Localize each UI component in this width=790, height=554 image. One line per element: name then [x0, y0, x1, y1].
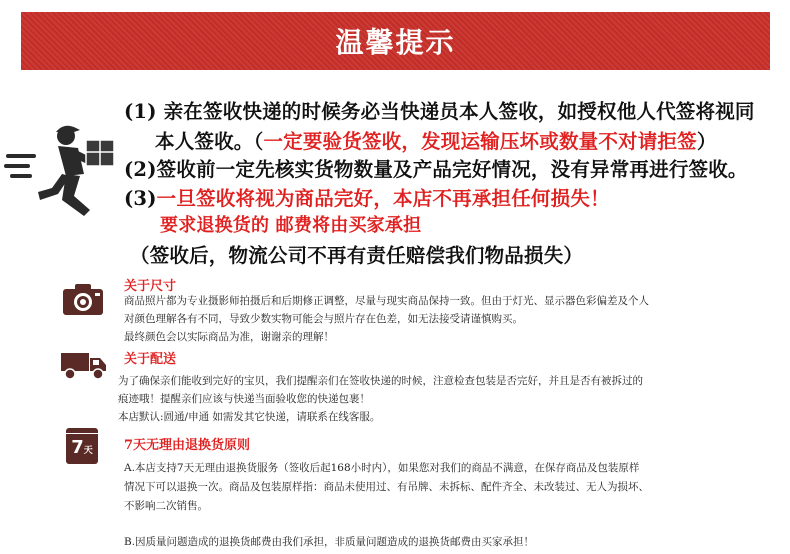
- notice-item-1-line-2: [155, 126, 717, 154]
- courier-running-icon: [4, 118, 122, 218]
- section-size-line-1: 商品照片都为专业摄影师拍摄后和后期修正调整，尽量与现实商品保持一致。但由于灯光、显示器色彩偏差及个人: [124, 295, 649, 307]
- section-size-title: 关于尺寸: [124, 279, 177, 294]
- delivery-truck-icon: [60, 350, 108, 380]
- section-size-line-2: 对颜色理解各有不同，导致少数实物可能会与照片存在色差，如无法接受请谨慎购买。: [124, 313, 523, 325]
- camera-icon: [62, 282, 104, 316]
- notice-item-3-line-2: 要求退换货的 邮费将由买家承担: [160, 215, 422, 236]
- notice-item-3-line-1: [124, 183, 610, 211]
- notice-item-2: (2)签收前一定先核实货物数量及产品完好情况，没有异常再进行签收。: [124, 158, 748, 181]
- section-returns-note-b: B.因质量问题造成的退换货邮费由我们承担，非质量问题造成的退换货邮费由买家承担！: [124, 536, 535, 548]
- notice-item-1-line-2-close: ）: [696, 130, 717, 153]
- header-banner: [21, 12, 770, 70]
- section-returns-line-1: A.本店支持7天无理由退换货服务（签收后起168小时内），如果您对我们的商品不满意，在保存商品及包装原样: [124, 462, 640, 474]
- section-delivery-title: 关于配送: [124, 352, 177, 367]
- banner-title: 温馨提示: [335, 26, 456, 59]
- section-size-line-3: 最终颜色会以实际商品为准，谢谢亲的理解！: [124, 331, 334, 343]
- section-delivery-line-2: 痕迹哦！提醒亲们应该与快递当面验收您的快递包裹！: [118, 393, 370, 405]
- notice-item-1-line-2-text: 本人签收。（: [155, 130, 264, 153]
- section-returns-line-3: 不影响二次销售。: [124, 500, 208, 512]
- notice-item-3-warning: 一旦签收将视为商品完好，本店不再承担任何损失！: [156, 187, 610, 210]
- notice-item-3-prefix: (3): [124, 187, 157, 210]
- calendar-icon-number: 7: [71, 437, 84, 458]
- notice-item-1-warning: 一定要验货签收，发现运输压坏或数量不对请拒签: [263, 130, 697, 153]
- section-delivery-line-1: 为了确保亲们能收到完好的宝贝，我们提醒亲们在签收快递的时候，注意检查包装是否完好，并且是否有被拆过的: [118, 375, 643, 387]
- section-returns-title: 7天无理由退换货原则: [124, 438, 251, 453]
- notice-item-1-line-1: (1) 亲在签收快递的时候务必当快递员本人签收，如授权他人代签将视同: [124, 100, 755, 123]
- calendar-icon-unit: 天: [83, 446, 93, 456]
- section-delivery-line-3: 本店默认:圆通/申通 如需发其它快递，请联系在线客服。: [118, 411, 381, 423]
- section-returns-line-2: 情况下可以退换一次。商品及包装原样指：商品未使用过、有吊牌、未拆标、配件齐全、未改装过、无人为损坏、: [124, 481, 649, 493]
- notice-item-4: （签收后，物流公司不再有责任赔偿我们物品损失）: [130, 244, 584, 267]
- calendar-7-days-icon: [66, 428, 98, 464]
